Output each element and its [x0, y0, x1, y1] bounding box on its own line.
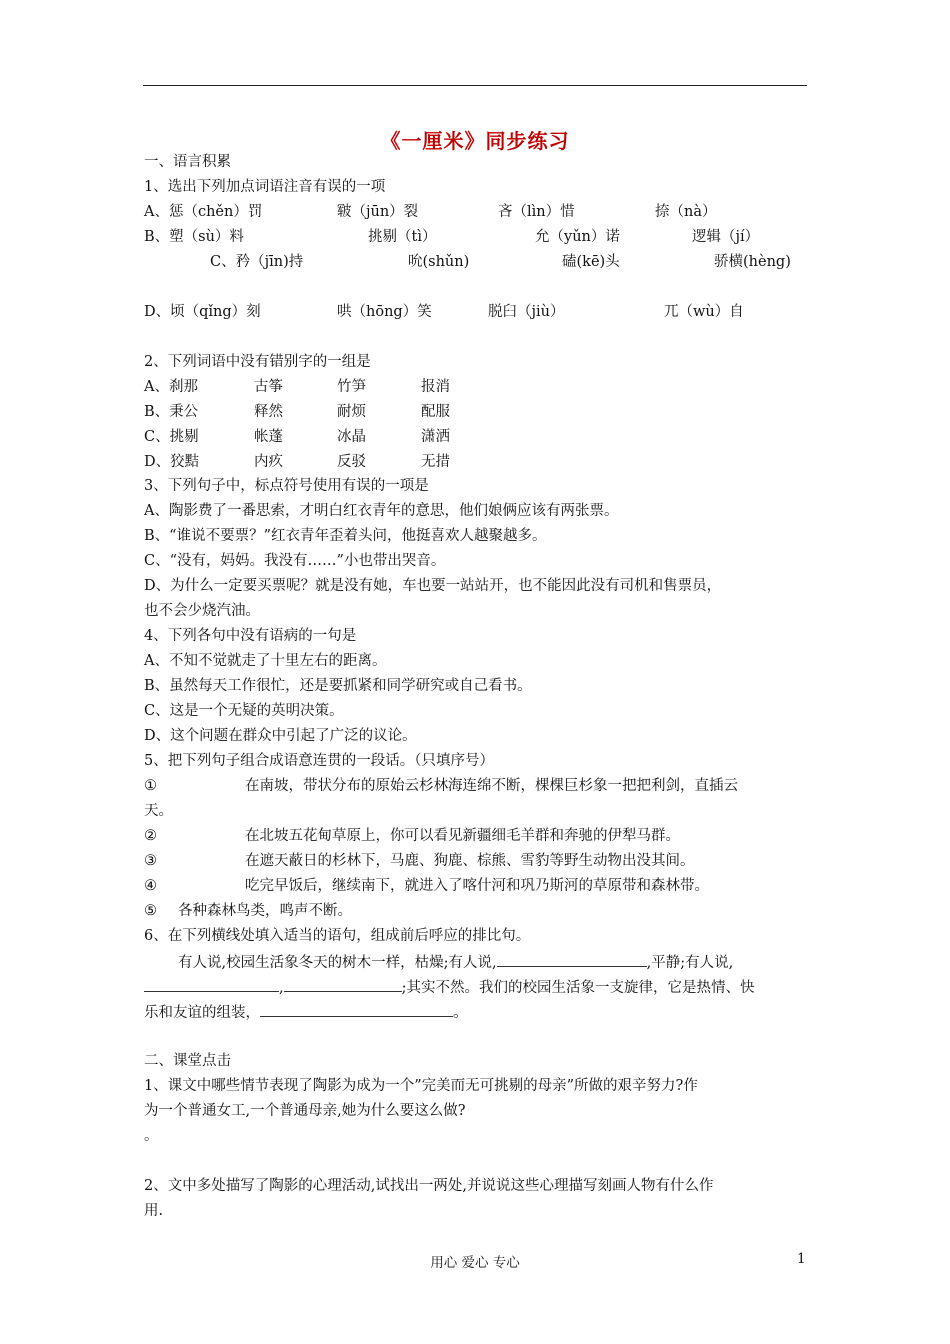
q1-option-d-4: 兀（wù）自 [664, 304, 744, 320]
q6-blank-1[interactable] [497, 952, 647, 967]
q1-option-c-2: 吮(shǔn) [408, 254, 470, 270]
page-number: 1 [797, 1251, 806, 1267]
q2-a-4: 报消 [421, 379, 450, 395]
q3-option-d-line1: D、为什么一定要买票呢？就是没有她，车也要一站站开，也不能因此没有司机和售票员， [144, 578, 722, 594]
s2-q1-line3: 。 [144, 1128, 159, 1144]
q6-stem: 6、在下列横线处填入适当的语句，组成前后呼应的排比句。 [144, 928, 531, 944]
s2-q2-line1: 2、文中多处描写了陶影的心理活动,试找出一两处,并说说这些心理描写刻画人物有什么作 [144, 1178, 714, 1194]
section-2-heading: 二、课堂点击 [144, 1053, 231, 1069]
q2-c-2: 帐蓬 [254, 429, 283, 445]
q4-stem: 4、下列各句中没有语病的一句是 [144, 628, 357, 644]
q5-item-4-number: ④ [144, 878, 157, 894]
page-footer: 用心 爱心 专心 [430, 1255, 520, 1271]
q4-option-a: A、不知不觉就走了十里左右的距离。 [144, 653, 387, 669]
q6-line-2-text-b: ;其实不然。我们的校园生活象一支旋律，它是热情、快 [401, 980, 755, 996]
q3-stem: 3、下列句子中，标点符号使用有误的一项是 [144, 478, 429, 494]
q6-line-3-text-b: 。 [453, 1005, 468, 1021]
q3-option-c: C、“没有，妈妈。我没有……”小也带出哭音。 [144, 553, 446, 569]
q6-line-3 [144, 1002, 468, 1022]
q6-blank-2[interactable] [144, 977, 279, 992]
q5-item-5-number: ⑤ [144, 903, 157, 919]
q2-b-2: 释然 [254, 404, 283, 420]
q1-option-b-2: 挑剔（tì） [368, 229, 437, 245]
q5-item-3-number: ③ [144, 853, 157, 869]
q1-option-d-3: 脱臼（jiù） [488, 304, 565, 320]
q4-option-d: D、这个问题在群众中引起了广泛的议论。 [144, 728, 417, 744]
q1-option-b-1: B、塑（sù）料 [144, 229, 244, 245]
q2-a-3: 竹笋 [337, 379, 366, 395]
q1-stem: 1、选出下列加点词语注音有误的一项 [144, 179, 386, 195]
q2-c-3: 冰晶 [337, 429, 366, 445]
s2-q2-line2: 用. [144, 1203, 164, 1219]
q6-line-1-text-a: 有人说,校园生活象冬天的树木一样，枯燥;有人说, [178, 955, 497, 971]
q1-option-a-2: 皲（jūn）裂 [337, 204, 419, 220]
header-rule [143, 85, 807, 86]
q5-item-1-number: ① [144, 778, 157, 794]
q5-item-3-text: 在遮天蔽日的杉林下，马鹿、狗鹿、棕熊、雪豹等野生动物出没其间。 [245, 853, 695, 869]
page-title: 《一厘米》同步练习 [380, 129, 570, 153]
q2-a-2: 古筝 [254, 379, 283, 395]
q5-item-1-continuation: 天。 [144, 803, 173, 819]
q1-option-d-2: 哄（hōng）笑 [337, 304, 432, 320]
q2-c-1: C、挑剔 [144, 429, 199, 445]
q5-item-5-text: 各种森林鸟类，鸣声不断。 [178, 903, 352, 919]
q2-d-2: 内疚 [254, 454, 283, 470]
q2-stem: 2、下列词语中没有错别字的一组是 [144, 354, 371, 370]
q6-line-2 [144, 977, 755, 997]
q1-option-a-1: A、惩（chěn）罚 [144, 204, 263, 220]
q1-option-a-4: 捺（nà） [655, 204, 717, 220]
q1-option-c-3: 磕(kē)头 [562, 254, 620, 270]
q3-option-d-line2: 也不会少烧汽油。 [144, 603, 260, 619]
q2-d-1: D、狡黠 [144, 454, 200, 470]
q1-option-b-3: 允（yǔn）诺 [535, 229, 620, 245]
q6-line-1-text-b: ,平静;有人说, [646, 955, 734, 971]
q1-option-d-1: D、顷（qǐng）刻 [144, 304, 261, 320]
q1-option-c-4: 骄横(hèng) [714, 254, 791, 270]
q5-stem: 5、把下列句子组合成语意连贯的一段话。（只填序号） [144, 753, 494, 769]
q2-d-4: 无措 [421, 454, 450, 470]
q2-d-3: 反驳 [337, 454, 366, 470]
q6-line-3-text-a: 乐和友谊的组装， [144, 1005, 260, 1021]
s2-q1-line1: 1、课文中哪些情节表现了陶影为成为一个”完美而无可挑剔的母亲”所做的艰辛努力?作 [144, 1078, 698, 1094]
q6-blank-4[interactable] [260, 1002, 453, 1017]
q5-item-1-text: 在南坡，带状分布的原始云杉林海连绵不断，棵棵巨杉象一把把利剑，直插云 [245, 778, 738, 794]
q4-option-c: C、这是一个无疑的英明决策。 [144, 703, 344, 719]
q2-a-1: A、刹那 [144, 379, 198, 395]
q5-item-2-number: ② [144, 828, 157, 844]
q6-line-1 [178, 952, 733, 972]
q2-b-1: B、秉公 [144, 404, 199, 420]
q4-option-b: B、虽然每天工作很忙，还是要抓紧和同学研究或自己看书。 [144, 678, 532, 694]
s2-q1-line2: 为一个普通女工,一个普通母亲,她为什么要这么做? [144, 1103, 466, 1119]
q3-option-b: B、“谁说不要票？”红衣青年歪着头问，他挺喜欢人越聚越多。 [144, 528, 547, 544]
section-1-heading: 一、语言积累 [144, 154, 231, 170]
q1-option-b-4: 逻辑（jí） [692, 229, 760, 245]
q1-option-a-3: 吝（lìn）惜 [498, 204, 575, 220]
q1-option-c-1: C、矜（jīn)持 [210, 254, 304, 270]
q2-b-4: 配服 [421, 404, 450, 420]
q5-item-2-text: 在北坡五花甸草原上，你可以看见新疆细毛羊群和奔驰的伊犁马群。 [245, 828, 680, 844]
q6-line-2-text-a: , [279, 980, 284, 996]
q6-blank-3[interactable] [284, 977, 402, 992]
q5-item-4-text: 吃完早饭后，继续南下，就进入了喀什河和巩乃斯河的草原带和森林带。 [245, 878, 709, 894]
q2-b-3: 耐烦 [337, 404, 366, 420]
q2-c-4: 潇洒 [421, 429, 450, 445]
q3-option-a: A、陶影费了一番思索，才明白红衣青年的意思，他们娘俩应该有两张票。 [144, 503, 619, 519]
